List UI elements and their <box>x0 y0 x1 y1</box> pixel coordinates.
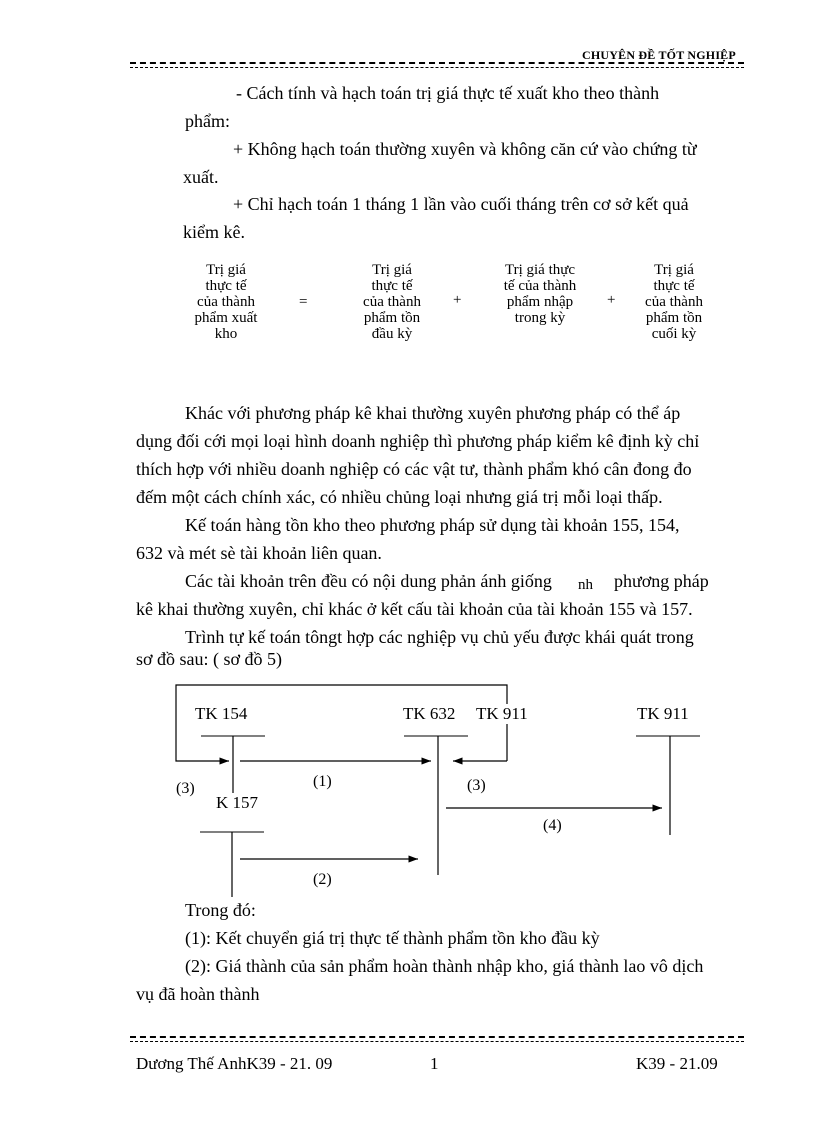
formula-term-inflow: Trị giá thực tế của thành phẩm nhập trong kỳ <box>503 262 577 326</box>
text-line: + Chỉ hạch toán 1 tháng 1 lần vào cuối tháng trên cơ sở kết quả <box>233 194 689 214</box>
text-line: dụng đối cới mọi loại hình doanh nghiệp thì phương pháp kiểm kê định kỳ chỉ <box>136 431 700 451</box>
text-line: thích hợp với nhiều doanh nghiệp có các vật tư, thành phẩm khó cân đong đo <box>136 459 692 479</box>
page-number: 1 <box>430 1054 439 1073</box>
account-label-tk154: TK 154 <box>195 704 248 723</box>
account-label-tk632: TK 632 <box>403 704 456 723</box>
legend-item-1: (1): Kết chuyển giá trị thực tế thành phẩm tồn kho đầu kỳ <box>185 928 600 948</box>
account-label-tk911: TK 911 <box>637 704 689 723</box>
text-line: xuất. <box>183 167 219 187</box>
flow-label-3-right: (3) <box>467 777 486 794</box>
formula-term-export: Trị giá thực tế của thành phẩm xuất kho <box>194 262 258 342</box>
text-line: phương pháp <box>614 571 709 591</box>
legend-heading: Trong đó: <box>185 900 256 920</box>
text-line: + Không hạch toán thường xuyên và không căn cứ vào chứng từ <box>233 139 697 159</box>
formula-term-closing: Trị giá thực tế của thành phẩm tồn cuối kỳ <box>645 262 703 342</box>
text-line: Kế toán hàng tồn kho theo phương pháp sử dụng tài khoản 155, 154, <box>185 515 680 535</box>
text-line: Khác với phương pháp kê khai thường xuyên phương pháp có thể áp <box>185 403 681 423</box>
text-line: phẩm: <box>185 111 230 131</box>
flow-label-3-left: (3) <box>176 780 195 797</box>
flow-label-2: (2) <box>313 871 332 888</box>
account-label-tk911-loop: TK 911 <box>476 704 528 723</box>
account-label-tk157: K 157 <box>216 793 259 812</box>
legend-item-2: (2): Giá thành của sản phẩm hoàn thành nhập kho, giá thành lao vô dịch <box>185 956 704 976</box>
footer-rule <box>130 1036 744 1038</box>
footer-class: K39 - 21.09 <box>636 1054 718 1073</box>
formula-plus: + <box>453 292 462 308</box>
text-line: Trình tự kế toán tôngt hợp các nghiệp vụ chủ yếu được khái quát trong <box>185 627 694 647</box>
text-line: 632 và mét sè tài khoản liên quan. <box>136 543 382 563</box>
text-line: - Cách tính và hạch toán trị giá thực tế xuất kho theo thành <box>236 83 660 103</box>
formula-equals: = <box>299 294 308 310</box>
flow-label-1: (1) <box>313 773 332 790</box>
subscript-fragment: nh <box>578 577 593 593</box>
legend-item-2-cont: vụ đã hoàn thành <box>136 984 260 1004</box>
flow-label-4: (4) <box>543 817 562 834</box>
text-line: kiểm kê. <box>183 222 245 242</box>
formula-term-opening: Trị giá thực tế của thành phẩm tồn đầu kỳ <box>363 262 421 342</box>
header-title: CHUYÊN ĐỀ TỐT NGHIỆP <box>582 48 736 62</box>
text-line: đếm một cách chính xác, có nhiều chủng loại nhưng giá trị mỗi loại thấp. <box>136 487 663 507</box>
text-line: kê khai thường xuyên, chỉ khác ở kết cấu tài khoản của tài khoản 155 và 157. <box>136 599 693 619</box>
text-line: Các tài khoản trên đều có nội dung phản ánh giống <box>185 571 552 591</box>
footer-rule-2 <box>130 1041 744 1042</box>
formula-plus: + <box>607 292 616 308</box>
text-line: sơ đồ sau: ( sơ đồ 5) <box>136 649 283 669</box>
footer-author: Dương Thế AnhK39 - 21. 09 <box>136 1054 333 1073</box>
